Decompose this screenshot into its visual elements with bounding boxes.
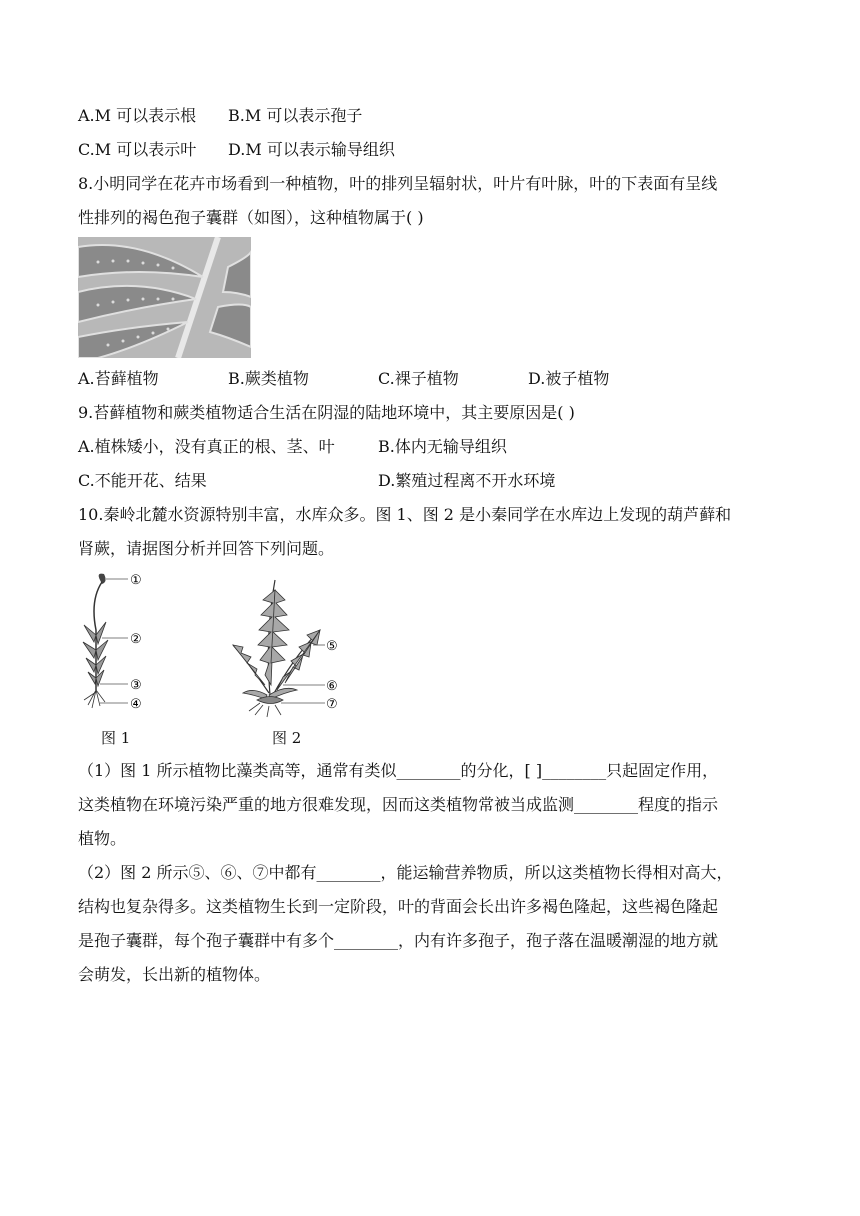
figure1-caption: 图 1 [101,729,131,747]
fern-leaf-photo [78,237,251,358]
q10-stem-line2: 肾蕨，请据图分析并回答下列问题。 [78,539,335,558]
fern-figure [225,575,355,720]
q7-option-a: A.M 可以表示根 [78,106,197,125]
moss-figure [78,570,158,720]
q7-option-b: B.M 可以表示孢子 [228,106,363,125]
label-1: ① [130,573,142,588]
q7-option-d: D.M 可以表示输导组织 [228,140,395,159]
q7-option-c: C.M 可以表示叶 [78,140,197,159]
q10-part1-line1: （1）图 1 所示植物比藻类高等，通常有类似________的分化，[ ]________只起固定作用， [78,761,719,780]
q8-option-a: A.苔藓植物 [78,369,159,388]
q8-stem-line1: 8.小明同学在花卉市场看到一种植物，叶的排列呈辐射状，叶片有叶脉，叶的下表面有呈线 [78,174,718,193]
q8-stem-line2: 性排列的褐色孢子囊群（如图），这种植物属于( ) [78,208,424,227]
q8-option-d: D.被子植物 [528,369,610,388]
label-5: ⑤ [326,639,338,654]
q10-part2-line1: （2）图 2 所示⑤、⑥、⑦中都有________，能运输营养物质，所以这类植物长得相对高大， [78,863,733,882]
label-6: ⑥ [326,679,338,694]
q10-part2-line4: 会萌发，长出新的植物体。 [78,965,271,984]
label-4: ④ [130,697,142,712]
q10-part1-line3: 植物。 [78,829,127,848]
figure2-caption: 图 2 [272,729,302,747]
label-7: ⑦ [326,697,338,712]
q9-option-b: B.体内无输导组织 [378,437,507,456]
label-3: ③ [130,678,142,693]
q9-option-c: C.不能开花、结果 [78,471,207,490]
q10-stem-line1: 10.秦岭北麓水资源特别丰富，水库众多。图 1、图 2 是小秦同学在水库边上发现的葫芦藓和 [78,505,732,524]
q8-option-c: C.裸子植物 [378,369,459,388]
q9-stem: 9.苔藓植物和蕨类植物适合生活在阴湿的陆地环境中，其主要原因是( ) [78,403,575,422]
q9-option-d: D.繁殖过程离不开水环境 [378,471,556,490]
q8-option-b: B.蕨类植物 [228,369,309,388]
label-2: ② [130,632,142,647]
q10-part2-line2: 结构也复杂得多。这类植物生长到一定阶段，叶的背面会长出许多褐色隆起，这些褐色隆起 [78,897,719,916]
q10-part2-line3: 是孢子囊群，每个孢子囊群中有多个________，内有许多孢子，孢子落在温暖潮湿的地方就 [78,931,719,950]
q9-option-a: A.植株矮小，没有真正的根、茎、叶 [78,437,335,456]
q10-part1-line2: 这类植物在环境污染严重的地方很难发现，因而这类植物常被当成监测________程度的指示 [78,795,719,814]
